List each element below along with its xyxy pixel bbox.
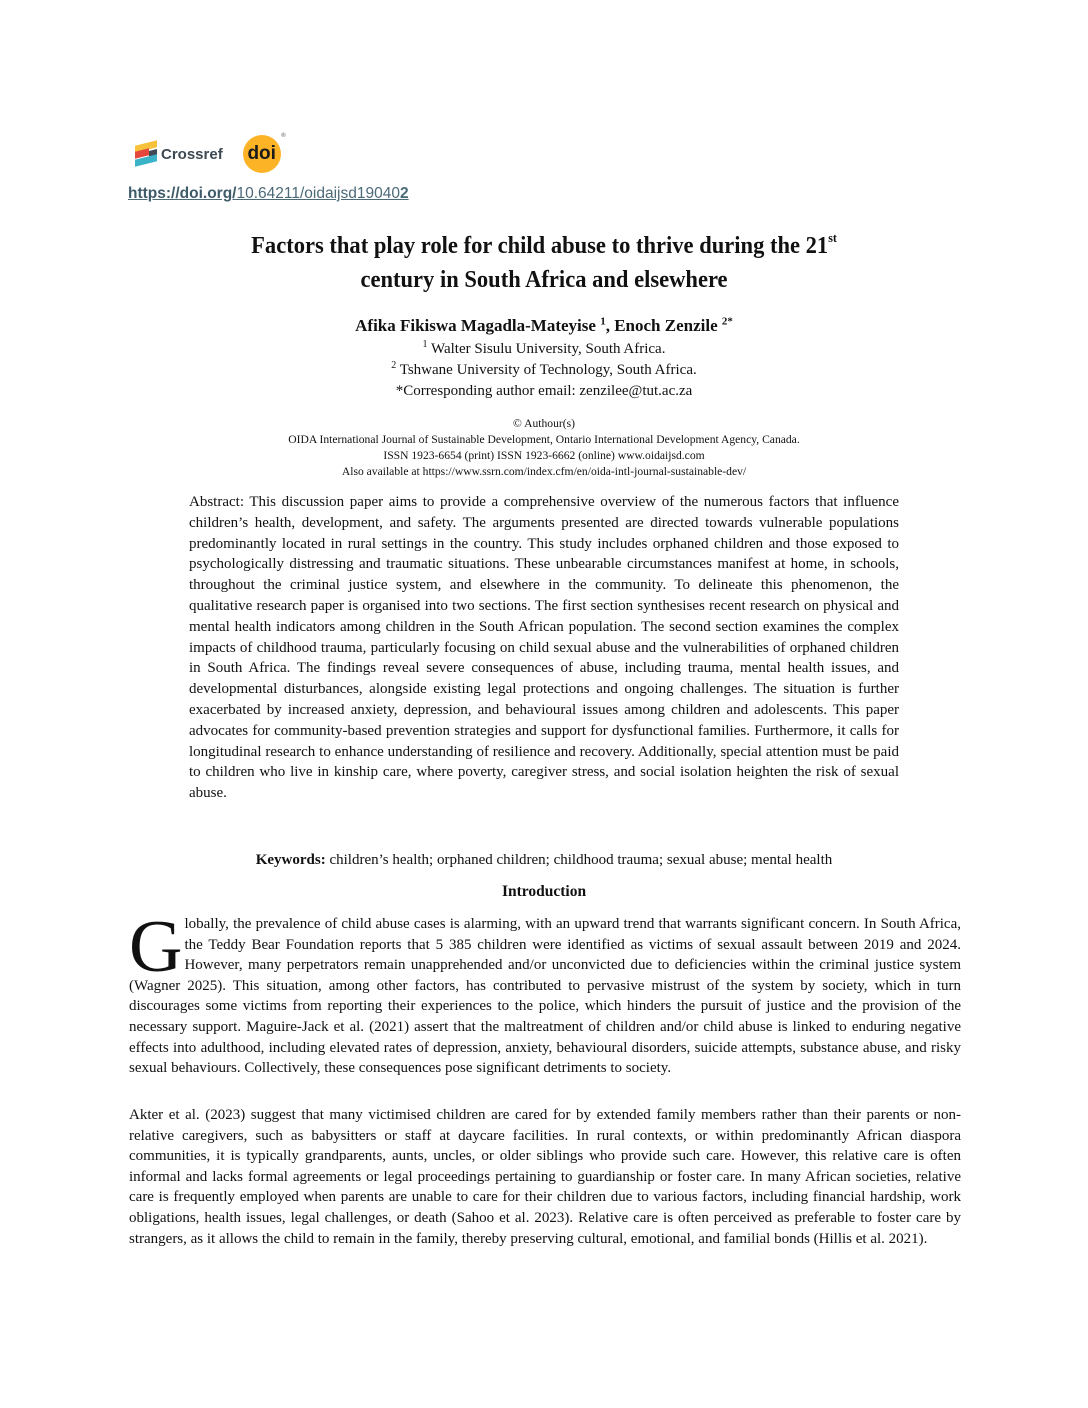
author-2-affil-ref: 2* — [721, 315, 733, 328]
introduction-heading: Introduction — [501, 883, 587, 900]
affiliation-1-number: 1 — [422, 339, 428, 350]
title-line-2: century in South Africa and elsewhere — [360, 266, 728, 293]
doi-link[interactable] — [128, 185, 409, 203]
keywords — [0, 851, 1088, 869]
title-line-1: Factors that play role for child abuse to thrive during the 21 — [251, 232, 829, 259]
also-available-line: Also available at https://www.ssrn.com/index.cfm/en/oida-intl-journal-sustainable-dev/ — [341, 465, 747, 478]
crossref-label: Crossref — [161, 145, 223, 163]
copyright-line: © Authour(s) — [513, 417, 575, 430]
author-list — [100, 316, 988, 336]
keywords-label: Keywords: — [255, 852, 326, 868]
author-2: , Enoch Zenzile — [605, 316, 722, 335]
issn-line: ISSN 1923-6654 (print) ISSN 1923-6662 (online) www.oidaijsd.com — [383, 449, 705, 462]
affiliation-2-text: Tshwane University of Technology, South Africa. — [396, 362, 697, 378]
doi-link-last: 2 — [399, 185, 409, 202]
corresponding-author: *Corresponding author email: zenzilee@tut.ac.za — [395, 383, 693, 399]
introduction-paragraph-1 — [129, 906, 961, 1079]
publisher-logos — [135, 133, 286, 174]
affiliation-2 — [100, 361, 988, 379]
affiliation-1 — [100, 340, 988, 358]
author-1-affil-ref: 1 — [600, 315, 606, 328]
paragraph-1-text: lobally, the prevalence of child abuse cases is alarming, with an upward trend that warrants significant concern. In South Africa, the Teddy Bear Foundation reports that 5 385 children were identified as victims of sexual assault between 2019 and 2024. However, many perpetrators remain unapprehended and/or unconvicted due to deficiencies within the criminal justice system (Wagner 2025). This situation, among other factors, has contributed to pervasive mistrust of the system by society, which in turn discourages some victims from reporting their experiences to the police, which hinders the pursuit of justice and the provision of the necessary support. Maguire-Jack et al. (2021) assert that the maltreatment of children and/or child abuse is linked to enduring negative effects into adulthood, including elevated rates of depression, anxiety, behavioural disorders, suicide attempts, substance abuse, and risky sexual behaviours. Collectively, these consequences pose significant detriments to society. — [129, 916, 961, 1077]
author-1: Afika Fikiswa Magadla-Mateyise — [355, 316, 601, 335]
keywords-list: children’s health; orphaned children; childhood trauma; sexual abuse; mental health — [325, 852, 833, 868]
introduction-paragraph-2: Akter et al. (2023) suggest that many victimised children are cared for by extended family members rather than their parents or non-relative caregivers, such as babysitters or staff at daycare facilities. In rural contexts, or within predominantly African diaspora communities, it is typically grandparents, aunts, uncles, or older siblings who provide such care. However, this relative care is often informal and lacks formal agreements or legal proceedings pertaining to guardianship or foster care. In many African societies, relative care is frequently employed when parents are unable to care for their children due to various factors, including financial hardship, work obligations, health issues, legal challenges, or death (Sahoo et al. 2023). Relative care is often perceived as preferable to foster care by strangers, as it allows the child to remain in the family, thereby preserving cultural, emotional, and familial bonds (Hillis et al. 2021). — [129, 1107, 961, 1247]
doi-logo[interactable] — [243, 133, 286, 173]
doi-link-scheme: https://doi.org/ — [128, 185, 237, 202]
crossref-icon — [135, 141, 157, 167]
drop-cap: G — [129, 906, 183, 988]
doi-registered-mark: ® — [281, 133, 286, 139]
crossref-logo[interactable] — [135, 141, 223, 167]
journal-line: OIDA International Journal of Sustainable Development, Ontario International Development Agency, Canada. — [288, 433, 800, 446]
abstract: Abstract: This discussion paper aims to provide a comprehensive overview of the numerous factors that influence children’s health, development, and safety. The arguments presented are directed towards vulnerable populations predominantly located in rural settings in the country. This study includes orphaned children and those exposed to psychologically distressing and traumatic situations. These unbearable circumstances manifest at home, in schools, throughout the criminal justice system, and elsewhere in the community. To delineate this phenomenon, the qualitative research paper is organised into two sections. The first section synthesises recent research on physical and mental health indicators among children in the South African population. The second section examines the complex impacts of childhood trauma, particularly focusing on child sexual abuse and the vulnerabilities of orphaned children in South Africa. The findings reveal severe consequences of abuse, including trauma, mental health issues, and developmental disturbances, alongside existing legal protections and ongoing challenges. The situation is further exacerbated by increased anxiety, depression, and behavioural issues among children and adolescents. This paper advocates for community-based prevention strategies and support for dysfunctional families. Furthermore, it calls for longitudinal research to enhance understanding of resilience and recovery. Additionally, special attention must be paid to children who live in kinship care, where poverty, caregiver stress, and social isolation heighten the risk of sexual abuse. — [189, 494, 899, 802]
title-superscript: st — [828, 230, 837, 245]
paper-title — [136, 229, 953, 297]
affiliation-2-number: 2 — [391, 360, 397, 371]
doi-badge-label: doi — [247, 143, 276, 164]
doi-link-suffix: 10.64211/oidaijsd19040 — [236, 185, 400, 202]
affiliation-1-text: Walter Sisulu University, South Africa. — [427, 341, 666, 357]
